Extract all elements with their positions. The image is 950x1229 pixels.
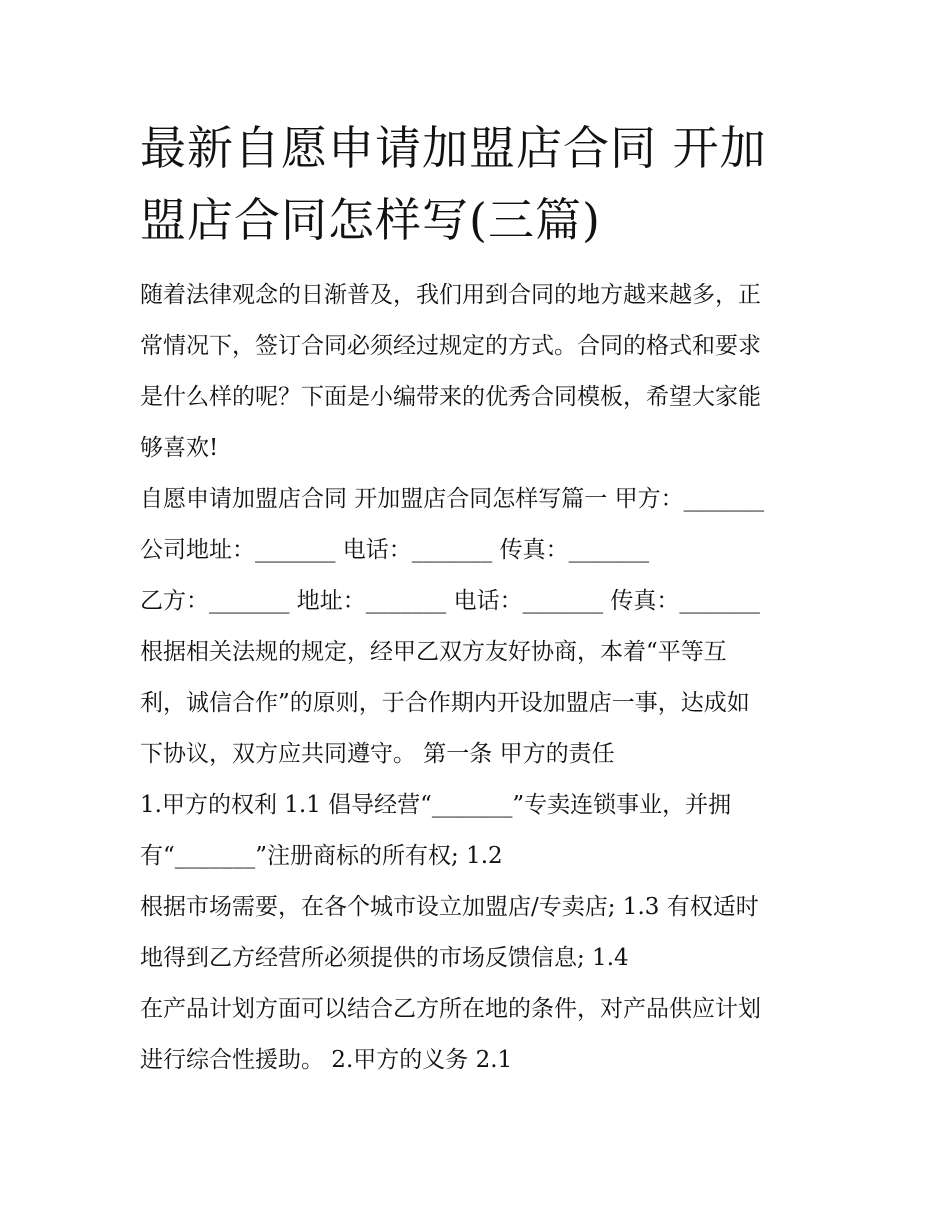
paragraph-line: 利，诚信合作”的原则，于合作期内开设加盟店一事，达成如 <box>140 690 750 716</box>
paragraph-line: 常情况下，签订合同必须经过规定的方式。合同的格式和要求 <box>140 333 761 359</box>
document-title <box>140 112 812 256</box>
paragraph-line: 自愿申请加盟店合同 开加盟店合同怎样写篇一 甲方：_______ <box>140 486 765 512</box>
title-line: 盟店合同怎样写(三篇) <box>140 193 601 247</box>
paragraph-line: 够喜欢! <box>140 435 219 461</box>
paragraph-line: 1.甲方的权利 1.1 倡导经营“_______”专卖连锁事业，并拥 <box>140 792 732 818</box>
title-line: 最新自愿申请加盟店合同 开加 <box>140 121 767 175</box>
paragraph-line: 根据市场需要，在各个城市设立加盟店/专卖店; 1.3 有权适时 <box>140 894 759 920</box>
paragraph-line: 地得到乙方经营所必须提供的市场反馈信息; 1.4 <box>140 945 629 971</box>
paragraph-line: 有“_______”注册商标的所有权; 1.2 <box>140 843 503 869</box>
paragraph-line: 进行综合性援助。 2.甲方的义务 2.1 <box>140 1047 513 1073</box>
paragraph-line: 是什么样的呢？下面是小编带来的优秀合同模板，希望大家能 <box>140 384 761 410</box>
paragraph-line: 随着法律观念的日渐普及，我们用到合同的地方越来越多，正 <box>140 282 761 308</box>
paragraph-line: 在产品计划方面可以结合乙方所在地的条件，对产品供应计划 <box>140 996 761 1022</box>
paragraph-line: 根据相关法规的规定，经甲乙双方友好协商，本着“平等互 <box>140 639 727 665</box>
document-body <box>140 270 812 1086</box>
paragraph-line: 下协议，双方应共同遵守。 第一条 甲方的责任 <box>140 741 615 767</box>
document-page <box>140 112 812 1086</box>
paragraph-line: 公司地址：_______ 电话：_______ 传真：_______ <box>140 537 650 563</box>
paragraph-line: 乙方：_______ 地址：_______ 电话：_______ 传真：_______ <box>140 588 760 614</box>
